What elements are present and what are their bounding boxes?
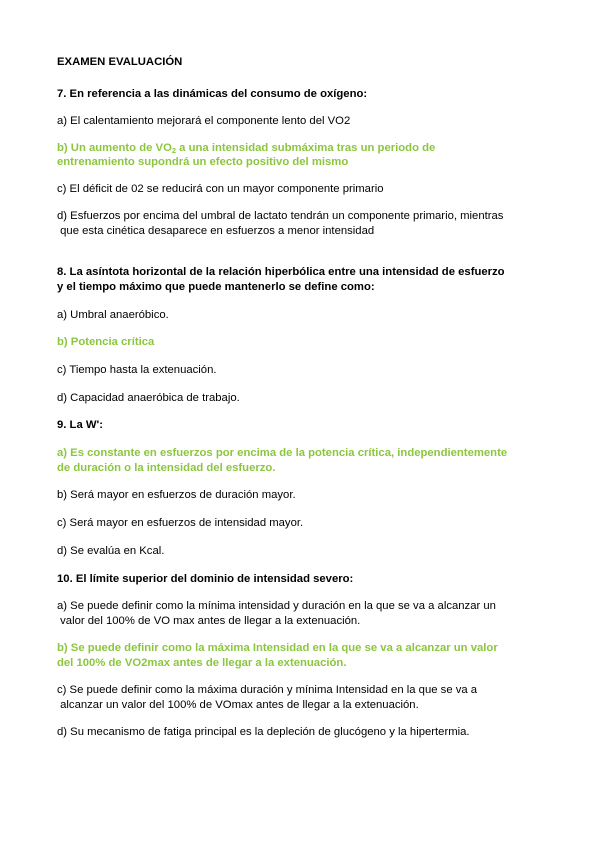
q7-option-b-subscript: 2 [171, 146, 177, 155]
q7-option-b-pre: b) Un aumento de VO [57, 142, 172, 154]
q7-option-d-line2: que esta cinética desaparece en esfuerzos a menor intensidad [57, 225, 375, 237]
q7-option-b-line2: entrenamiento supondrá un efecto positivo del mismo [57, 156, 349, 168]
q8-option-d: d) Capacidad anaeróbica de trabajo. [57, 392, 240, 404]
q7-option-b-post: a una intensidad submáxima tras un periodo de [176, 142, 436, 154]
question-8-line2: y el tiempo máximo que puede mantenerlo se define como: [57, 281, 375, 293]
q7-option-a: a) El calentamiento mejorará el componente lento del VO2 [57, 115, 351, 127]
q7-option-c: c) El déficit de 02 se reducirá con un mayor componente primario [57, 183, 384, 195]
q9-option-a-line1: a) Es constante en esfuerzos por encima de la potencia crítica, independientemente [57, 447, 508, 459]
q10-option-d: d) Su mecanismo de fatiga principal es la depleción de glucógeno y la hipertermia. [57, 726, 470, 738]
exam-title: EXAMEN EVALUACIÓN [57, 56, 183, 68]
q9-option-c: c) Será mayor en esfuerzos de intensidad mayor. [57, 517, 304, 529]
q10-option-c-line2: alcanzar un valor del 100% de VOmax antes de llegar a la extenuación. [57, 699, 419, 711]
question-9: 9. La W': [57, 419, 103, 431]
q10-option-a-line1: a) Se puede definir como la mínima intensidad y duración en la que se va a alcanzar un [57, 600, 496, 612]
q9-option-b: b) Será mayor en esfuerzos de duración mayor. [57, 489, 296, 501]
q8-option-c: c) Tiempo hasta la extenuación. [57, 364, 217, 376]
question-7: 7. En referencia a las dinámicas del consumo de oxígeno: [57, 88, 368, 100]
q10-option-b-line1: b) Se puede definir como la máxima Intensidad en la que se va a alcanzar un valor [57, 642, 498, 654]
q7-option-d-line1: d) Esfuerzos por encima del umbral de lactato tendrán un componente primario, mientras [57, 210, 504, 222]
q8-option-b: b) Potencia crítica [57, 336, 155, 348]
q9-option-d: d) Se evalúa en Kcal. [57, 545, 165, 557]
q10-option-b-line2: del 100% de VO2max antes de llegar a la extenuación. [57, 657, 347, 669]
q10-option-c-line1: c) Se puede definir como la máxima duración y mínima Intensidad en la que se va a [57, 684, 478, 696]
q7-option-b-line1 [57, 141, 435, 156]
q9-option-a-line2: de duración o la intensidad del esfuerzo. [57, 462, 276, 474]
q10-option-a-line2: valor del 100% de VO max antes de llegar a la extenuación. [57, 615, 361, 627]
q8-option-a: a) Umbral anaeróbico. [57, 309, 169, 321]
question-10: 10. El límite superior del dominio de intensidad severo: [57, 573, 354, 585]
question-8-line1: 8. La asíntota horizontal de la relación hiperbólica entre una intensidad de esfuerzo [57, 266, 505, 278]
